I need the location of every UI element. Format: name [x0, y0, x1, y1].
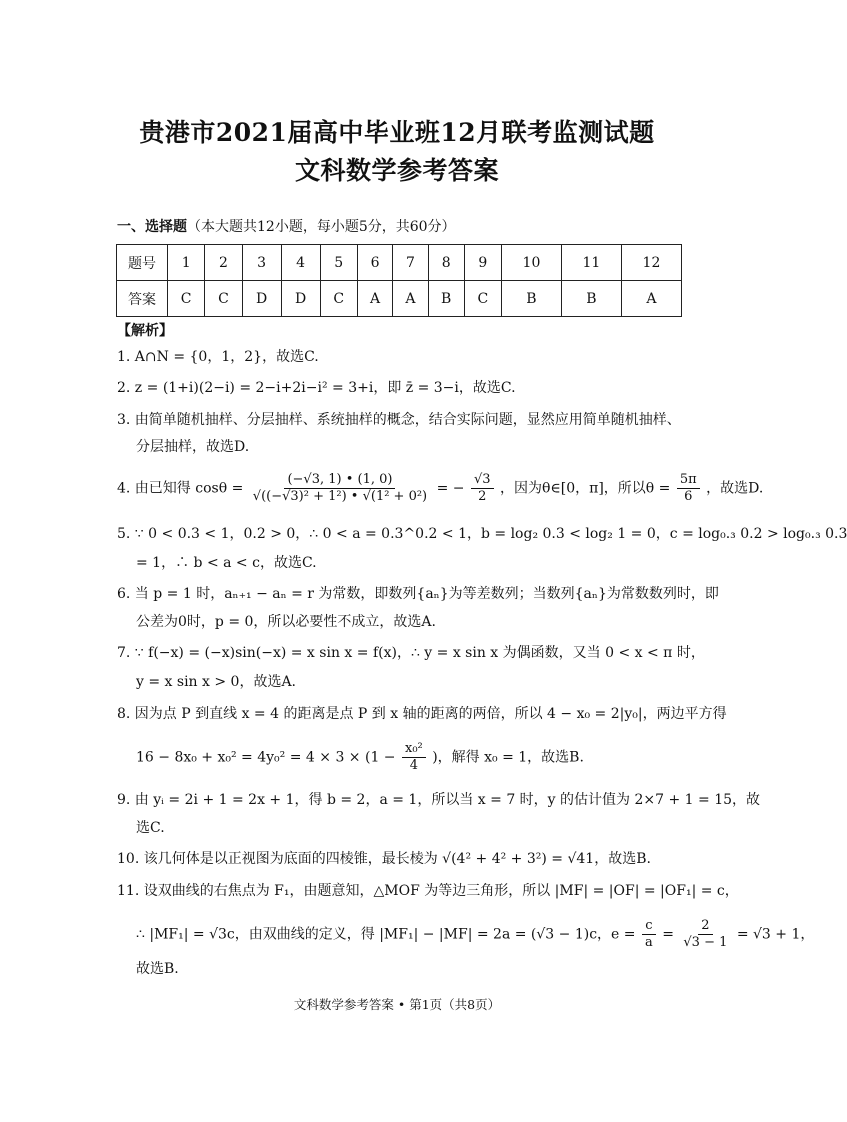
table-cell: 5: [320, 245, 357, 281]
fraction-denominator: 2: [478, 489, 487, 504]
table-cell: 2: [205, 245, 242, 281]
fraction: [402, 741, 426, 774]
solution-4-end: ，故选D.: [706, 480, 764, 497]
solution-7-line-2: y = x sin x > 0，故选A.: [136, 674, 297, 690]
table-header-cell: 答案: [117, 281, 168, 317]
fraction-denominator: a: [644, 935, 653, 950]
table-cell: A: [621, 281, 681, 317]
table-cell: C: [168, 281, 205, 317]
fraction-numerator: c: [642, 918, 655, 935]
solution-11-line-3: 故选B.: [136, 961, 179, 977]
solution-5-line-2: = 1，∴ b < a < c，故选C.: [136, 555, 317, 571]
section-title: 一、选择题: [117, 219, 187, 235]
fraction: [677, 472, 700, 505]
fraction-numerator: 2: [698, 918, 712, 935]
table-cell: D: [242, 281, 281, 317]
solution-8-line-1: 8. 因为点 P 到直线 x = 4 的距离是点 P 到 x 轴的距离的两倍，所以 4 − x₀ = 2|y₀|，两边平方得: [117, 706, 727, 722]
solution-2: 2. z = (1+i)(2−i) = 2−i+2i−i² = 3+i，即 z̄ = 3−i，故选C.: [117, 380, 516, 396]
fraction-denominator: √((−√3)² + 1²) • √(1² + 0²): [252, 489, 428, 504]
table-row-numbers: [117, 245, 682, 281]
solution-4-prefix: 4. 由已知得 cosθ =: [117, 480, 244, 497]
solution-7-line-1: 7. ∵ f(−x) = (−x)sin(−x) = x sin x = f(x)，∴ y = x sin x 为偶函数，又当 0 < x < π 时，: [117, 645, 705, 661]
document-title: 贵港市2021届高中毕业班12月联考监测试题: [139, 118, 655, 147]
answer-table: [116, 244, 682, 317]
solution-11-prefix: ∴ |MF₁| = √3c，由双曲线的定义，得 |MF₁| − |MF| = 2a = (√3 − 1)c，e =: [136, 926, 636, 943]
fraction: [680, 918, 730, 951]
table-cell: D: [281, 281, 320, 317]
solution-3-line-1: 3. 由简单随机抽样、分层抽样、系统抽样的概念，结合实际问题，显然应用简单随机抽样、: [117, 412, 681, 428]
solution-6-line-1: 6. 当 p = 1 时，aₙ₊₁ − aₙ = r 为常数，即数列{aₙ}为等差数列；当数列{aₙ}为常数数列时，即: [117, 586, 719, 602]
table-cell: 6: [357, 245, 392, 281]
section-note: （本大题共12小题，每小题5分，共60分）: [187, 219, 456, 235]
fraction: [642, 918, 656, 951]
page-footer: 文科数学参考答案 • 第1页（共8页）: [293, 997, 501, 1012]
solution-9-line-2: 选C.: [136, 820, 165, 836]
solution-11-line-2: [136, 918, 814, 951]
solution-4-mid: = −: [436, 480, 465, 497]
table-cell: B: [428, 281, 464, 317]
fraction-numerator: x₀²: [402, 741, 426, 758]
section-heading: [117, 216, 456, 236]
solution-8-line-2: [136, 741, 584, 774]
table-header-cell: 题号: [117, 245, 168, 281]
table-cell: 8: [428, 245, 464, 281]
solution-11-line-1: 11. 设双曲线的右焦点为 F₁，由题意知，△MOF 为等边三角形，所以 |MF| = |OF| = |OF₁| = c，: [117, 883, 739, 899]
table-cell: 9: [464, 245, 501, 281]
solution-11-suffix: = √3 + 1，: [736, 926, 815, 943]
solution-8-prefix: 16 − 8x₀ + x₀² = 4y₀² = 4 × 3 × (1 −: [136, 749, 396, 766]
table-cell: 4: [281, 245, 320, 281]
fraction-denominator: 4: [409, 758, 419, 773]
solution-11-equals: =: [662, 926, 674, 943]
table-cell: 7: [393, 245, 428, 281]
table-cell: 10: [501, 245, 561, 281]
solution-9-line-1: 9. 由 yᵢ = 2i + 1 = 2x + 1，得 b = 2，a = 1，所以当 x = 7 时，y 的估计值为 2×7 + 1 = 15，故: [117, 792, 761, 808]
fraction-numerator: 5π: [677, 472, 700, 489]
table-cell: 11: [561, 245, 621, 281]
document-subtitle: 文科数学参考答案: [294, 156, 499, 185]
fraction: [250, 472, 430, 505]
table-cell: B: [501, 281, 561, 317]
solution-3-line-2: 分层抽样，故选D.: [136, 439, 250, 455]
table-cell: 3: [242, 245, 281, 281]
fraction-numerator: √3: [471, 472, 494, 489]
fraction-denominator: √3 − 1: [683, 935, 728, 950]
solution-4: [117, 472, 763, 505]
fraction: [471, 472, 494, 505]
table-cell: 12: [621, 245, 681, 281]
table-cell: C: [205, 281, 242, 317]
table-cell: B: [561, 281, 621, 317]
solution-1: 1. A∩N = {0，1，2}，故选C.: [117, 349, 319, 365]
table-cell: A: [357, 281, 392, 317]
table-row-answers: [117, 281, 682, 317]
solution-6-line-2: 公差为0时，p = 0，所以必要性不成立，故选A.: [136, 614, 436, 630]
solution-10: 10. 该几何体是以正视图为底面的四棱锥，最长棱为 √(4² + 4² + 3²) = √41，故选B.: [117, 851, 651, 867]
table-cell: 1: [168, 245, 205, 281]
analysis-label: 【解析】: [117, 323, 173, 339]
table-cell: C: [464, 281, 501, 317]
solution-5-line-1: 5. ∵ 0 < 0.3 < 1，0.2 > 0，∴ 0 < a = 0.3^0.2 < 1，b = log₂ 0.3 < log₂ 1 = 0，c = log₀.₃ 0.2 > log₀.₃ 0.3: [117, 526, 847, 542]
solution-4-mid2: ，因为θ∈[0，π]，所以θ =: [499, 480, 671, 497]
fraction-denominator: 6: [684, 489, 693, 504]
table-cell: C: [320, 281, 357, 317]
solution-8-suffix: )，解得 x₀ = 1，故选B.: [432, 749, 584, 766]
table-cell: A: [393, 281, 428, 317]
fraction-numerator: (−√3, 1) • (1, 0): [284, 472, 395, 489]
